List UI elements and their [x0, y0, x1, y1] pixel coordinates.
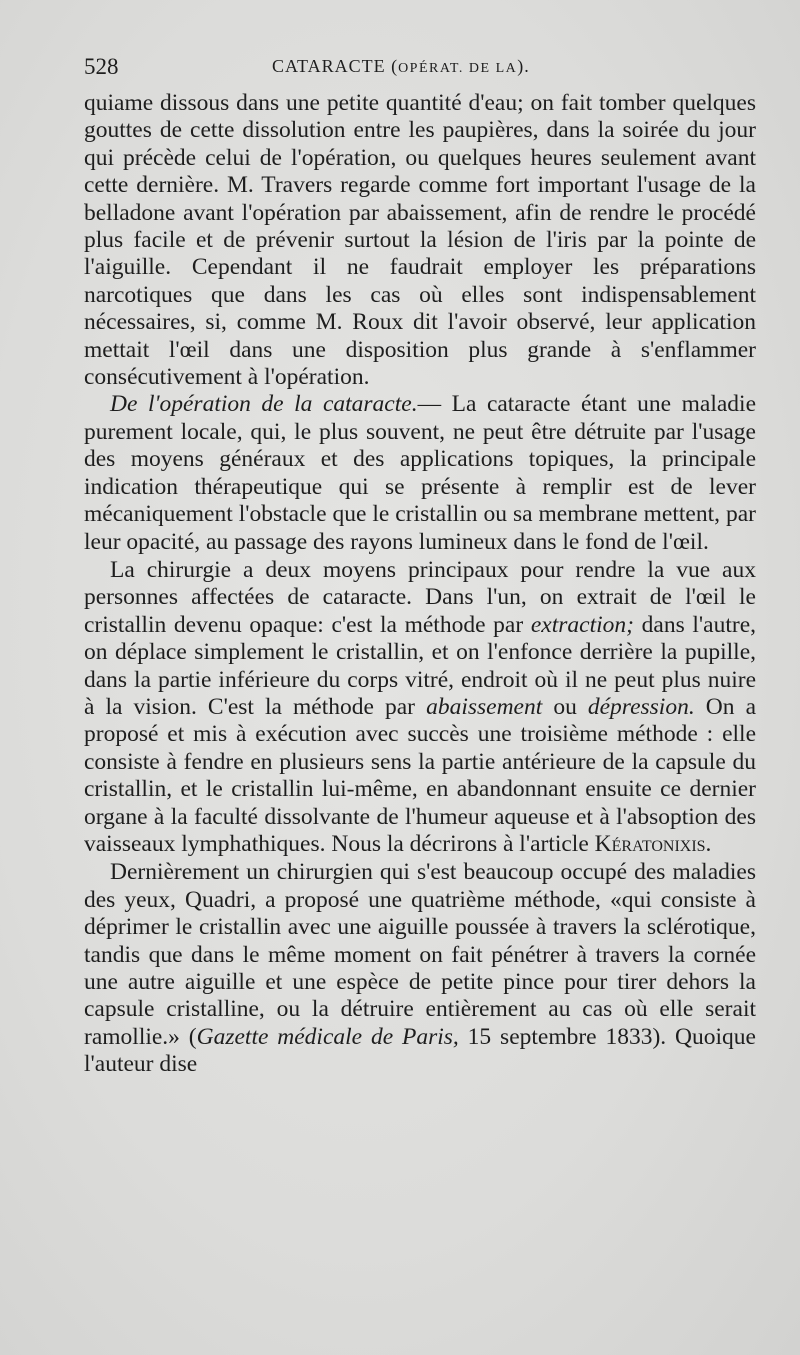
running-title — [272, 56, 530, 77]
page-header — [84, 54, 756, 86]
italic-text: dépression. — [587, 693, 695, 720]
text-run: La chirurgie a deux moyens principaux pour rendre la vue aux personnes affectées de cataracte. Dans l'un, on extrait de l'œil le cristallin devenu opaque: c'est la méthode par — [84, 556, 756, 638]
paragraph-1 — [84, 90, 756, 391]
running-title-end: ). — [517, 56, 530, 76]
page-number: 528 — [84, 54, 119, 79]
italic-text: De l'opération de la cataracte. — [110, 391, 418, 418]
text-run: dans l'autre, on déplace simplement le cristallin, et on l'enfonce derrière la pupille, dans la partie inférieure du corps vitré, endroit où il ne peut plus nuire à la vision. C'est la méthode par — [84, 611, 756, 720]
italic-text: Gazette médicale de Paris, — [196, 1023, 459, 1050]
text-run: 15 septembre 1833). Quoique l'auteur dise — [84, 1023, 756, 1078]
text-run: On a proposé et mis à exécution avec succès une troisième méthode : elle consiste à fendre en plusieurs sens la partie antérieure de la capsule du cristallin, et le cristallin lui-même, en abandonnant ensuite ce dernier organe à la faculté dissolvante de l'humeur aqueuse et à l'absoption des vaisseaux lymphathiques. Nous la décrirons à l'article — [84, 693, 756, 857]
text-run: quiame dissous dans une petite quantité d'eau; on fait tomber quelques gouttes de cette dissolution entre les paupières, dans la soirée du jour qui précède celui de l'opération, ou quelques heures seulement avant cette dernière. M. Travers regarde comme fort important l'usage de la belladone avant l'opération par abaissement, afin de rendre le procédé plus facile et de prévenir surtout la lésion de l'iris par la pointe de l'aiguille. Cependant il ne faudrait employer les préparations narcotiques que dans les cas où elles sont indispensablement nécessaires, si, comme M. Roux dit l'avoir observé, leur application mettait l'œil dans une disposition plus grande à s'enflammer consécutivement à l'opération. — [84, 90, 756, 391]
body-text — [84, 90, 756, 1079]
text-run: ou — [542, 693, 588, 720]
italic-text: extraction; — [530, 611, 634, 638]
paragraph-2 — [84, 391, 756, 555]
italic-text: abaissement — [426, 693, 543, 720]
paragraph-4 — [84, 859, 756, 1078]
running-title-main: CATARACTE ( — [272, 56, 399, 76]
text-run: — La cataracte étant une maladie purement locale, qui, le plus souvent, ne peut être détruite par l'usage des moyens généraux et des applications topiques, la principale indication thérapeutique qui se présente à remplir est de lever mécaniquement l'obstacle que le cristallin ou sa membrane mettent, par leur opacité, au passage des rayons lumineux dans le fond de l'œil. — [84, 391, 756, 555]
text-run: Dernièrement un chirurgien qui s'est beaucoup occupé des maladies des yeux, Quadri, a proposé une quatrième méthode, «qui consiste à déprimer le cristallin avec une aiguille poussée à travers la sclérotique, tandis que dans le même moment on fait pénétrer à travers la cornée une autre aiguille et une espèce de petite pince pour tirer dehors la capsule cristalline, ou la détruire entièrement au cas où elle serait ramollie.» ( — [84, 859, 756, 1050]
running-title-smallcaps: OPÉRAT. DE LA — [398, 61, 518, 76]
paragraph-3 — [84, 557, 756, 858]
smallcaps-text: Kératonixis. — [594, 830, 712, 857]
